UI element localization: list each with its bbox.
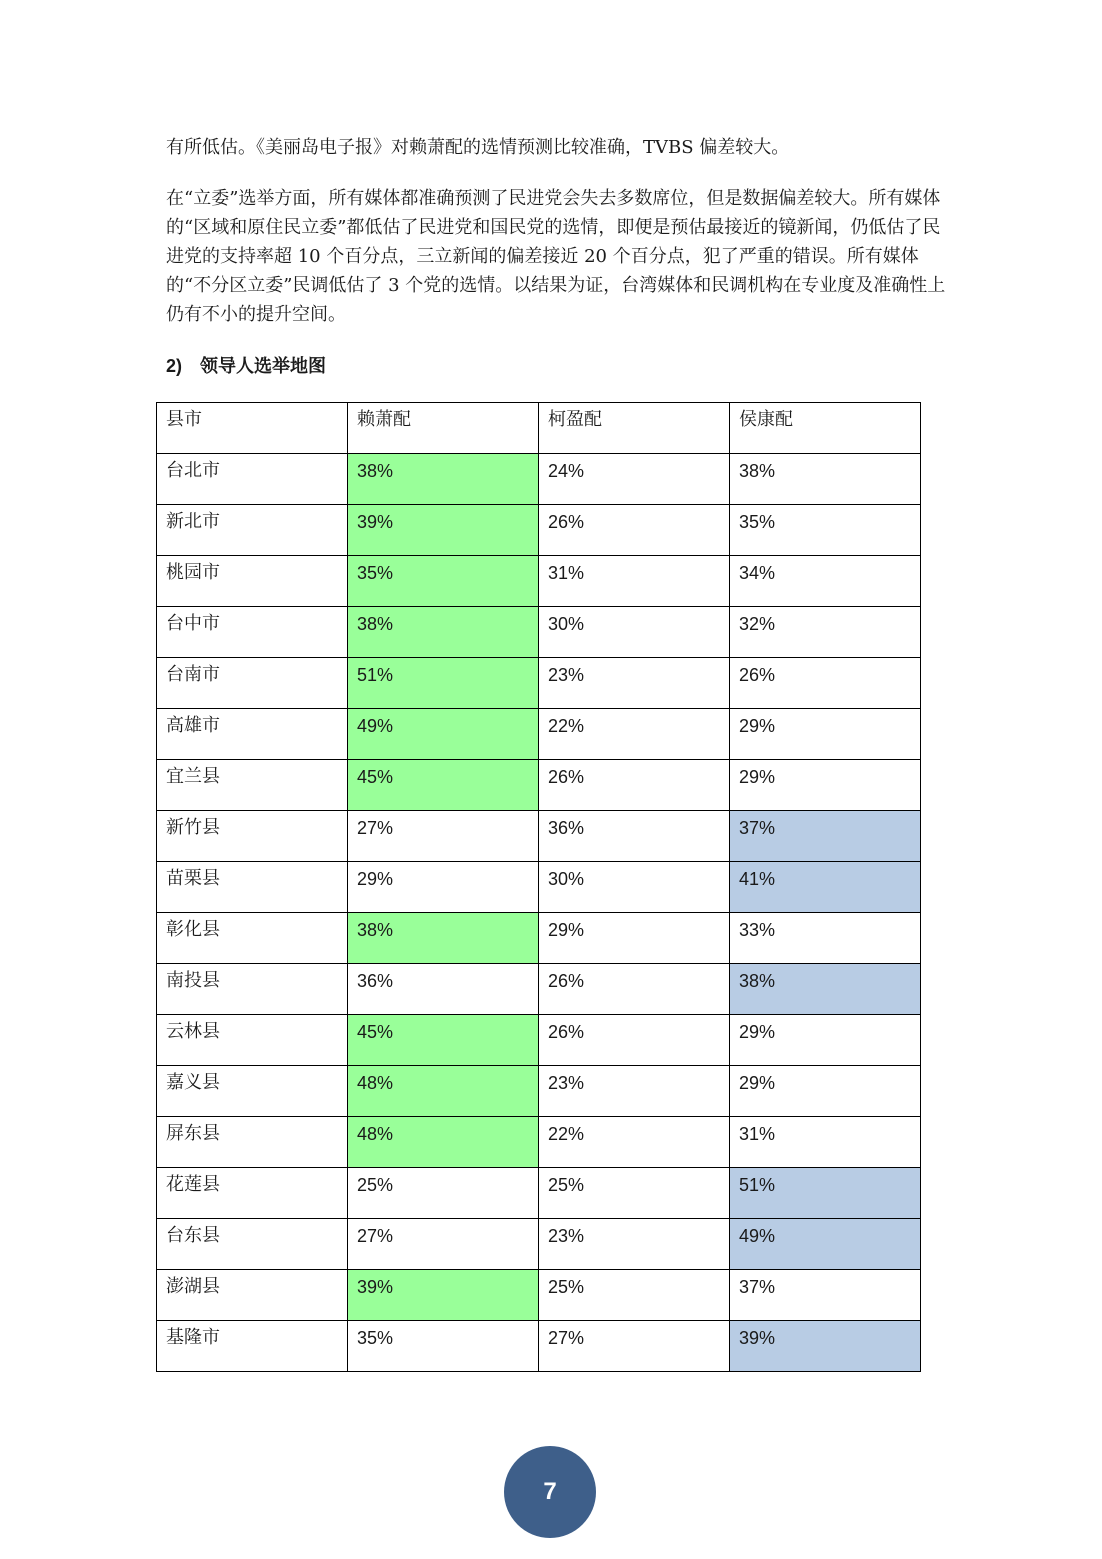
hou-cell: 49% — [730, 1219, 921, 1270]
hou-cell: 29% — [730, 1015, 921, 1066]
lai-cell: 35% — [348, 556, 539, 607]
hou-cell: 35% — [730, 505, 921, 556]
region-cell: 澎湖县 — [157, 1270, 348, 1321]
lai-cell: 38% — [348, 913, 539, 964]
table-row — [157, 658, 921, 709]
hou-cell: 29% — [730, 709, 921, 760]
hou-cell: 34% — [730, 556, 921, 607]
ko-cell: 25% — [539, 1270, 730, 1321]
page-number-badge: 7 — [504, 1446, 596, 1538]
region-cell: 台中市 — [157, 607, 348, 658]
ko-cell: 23% — [539, 658, 730, 709]
ko-cell: 26% — [539, 1015, 730, 1066]
table-row — [157, 811, 921, 862]
hou-cell: 51% — [730, 1168, 921, 1219]
ko-cell: 24% — [539, 454, 730, 505]
ko-cell: 30% — [539, 607, 730, 658]
hou-cell: 29% — [730, 760, 921, 811]
region-cell: 云林县 — [157, 1015, 348, 1066]
lai-cell: 48% — [348, 1066, 539, 1117]
lai-cell: 51% — [348, 658, 539, 709]
region-cell: 新竹县 — [157, 811, 348, 862]
hou-cell: 33% — [730, 913, 921, 964]
lai-cell: 25% — [348, 1168, 539, 1219]
section-number: 2) — [166, 356, 183, 376]
table-row — [157, 1066, 921, 1117]
section-heading — [166, 352, 326, 378]
region-cell: 宜兰县 — [157, 760, 348, 811]
section-title: 领导人选举地图 — [200, 356, 326, 377]
table-row — [157, 1321, 921, 1372]
ko-cell: 23% — [539, 1066, 730, 1117]
lai-cell: 35% — [348, 1321, 539, 1372]
lai-cell: 29% — [348, 862, 539, 913]
region-cell: 南投县 — [157, 964, 348, 1015]
hou-cell: 41% — [730, 862, 921, 913]
ko-cell: 30% — [539, 862, 730, 913]
table-row — [157, 607, 921, 658]
lai-cell: 48% — [348, 1117, 539, 1168]
lai-cell: 38% — [348, 454, 539, 505]
region-cell: 基隆市 — [157, 1321, 348, 1372]
region-cell: 嘉义县 — [157, 1066, 348, 1117]
hou-cell: 32% — [730, 607, 921, 658]
region-cell: 花莲县 — [157, 1168, 348, 1219]
hou-cell: 31% — [730, 1117, 921, 1168]
region-cell: 屏东县 — [157, 1117, 348, 1168]
lai-cell: 45% — [348, 760, 539, 811]
lai-cell: 36% — [348, 964, 539, 1015]
ko-cell: 27% — [539, 1321, 730, 1372]
lai-cell: 27% — [348, 811, 539, 862]
table-row — [157, 454, 921, 505]
region-cell: 彰化县 — [157, 913, 348, 964]
lai-cell: 38% — [348, 607, 539, 658]
ko-cell: 23% — [539, 1219, 730, 1270]
header-cell-hou: 侯康配 — [730, 403, 921, 454]
lai-cell: 27% — [348, 1219, 539, 1270]
lai-cell: 39% — [348, 1270, 539, 1321]
table-row — [157, 862, 921, 913]
table-row — [157, 1168, 921, 1219]
table-row — [157, 1270, 921, 1321]
election-map-table — [156, 402, 921, 1372]
hou-cell: 39% — [730, 1321, 921, 1372]
region-cell: 新北市 — [157, 505, 348, 556]
table-header-row — [157, 403, 921, 454]
lai-cell: 49% — [348, 709, 539, 760]
ko-cell: 22% — [539, 1117, 730, 1168]
hou-cell: 29% — [730, 1066, 921, 1117]
hou-cell: 38% — [730, 454, 921, 505]
ko-cell: 25% — [539, 1168, 730, 1219]
header-cell-lai: 赖萧配 — [348, 403, 539, 454]
table-row — [157, 1015, 921, 1066]
ko-cell: 26% — [539, 964, 730, 1015]
hou-cell: 37% — [730, 811, 921, 862]
paragraph-legislative: 在“立委”选举方面，所有媒体都准确预测了民进党会失去多数席位，但是数据偏差较大。所有媒体的“区域和原住民立委”都低估了民进党和国民党的选情，即便是预估最接近的镜新闻，仍低估了民进党的支持率超 10 个百分点，三立新闻的偏差接近 20 个百分点，犯了严重的错误。所有媒体的“不分区立委”民调低估了 3 个党的选情。以结果为证，台湾媒体和民调机构在专业度及准确性上仍有不小的提升空间。 — [166, 188, 946, 325]
hou-cell: 26% — [730, 658, 921, 709]
table-row — [157, 913, 921, 964]
region-cell: 桃园市 — [157, 556, 348, 607]
ko-cell: 26% — [539, 505, 730, 556]
region-cell: 苗栗县 — [157, 862, 348, 913]
header-cell-region: 县市 — [157, 403, 348, 454]
ko-cell: 36% — [539, 811, 730, 862]
region-cell: 台东县 — [157, 1219, 348, 1270]
table-row — [157, 1219, 921, 1270]
ko-cell: 22% — [539, 709, 730, 760]
ko-cell: 31% — [539, 556, 730, 607]
region-cell: 台北市 — [157, 454, 348, 505]
lai-cell: 45% — [348, 1015, 539, 1066]
table-row — [157, 1117, 921, 1168]
header-cell-ko: 柯盈配 — [539, 403, 730, 454]
table-row — [157, 505, 921, 556]
table-row — [157, 709, 921, 760]
table-row — [157, 964, 921, 1015]
region-cell: 台南市 — [157, 658, 348, 709]
ko-cell: 26% — [539, 760, 730, 811]
table-row — [157, 760, 921, 811]
region-cell: 高雄市 — [157, 709, 348, 760]
lai-cell: 39% — [348, 505, 539, 556]
paragraph-intro: 有所低估。《美丽岛电子报》对赖萧配的选情预测比较准确，TVBS 偏差较大。 — [166, 137, 790, 158]
hou-cell: 37% — [730, 1270, 921, 1321]
ko-cell: 29% — [539, 913, 730, 964]
table-row — [157, 556, 921, 607]
hou-cell: 38% — [730, 964, 921, 1015]
